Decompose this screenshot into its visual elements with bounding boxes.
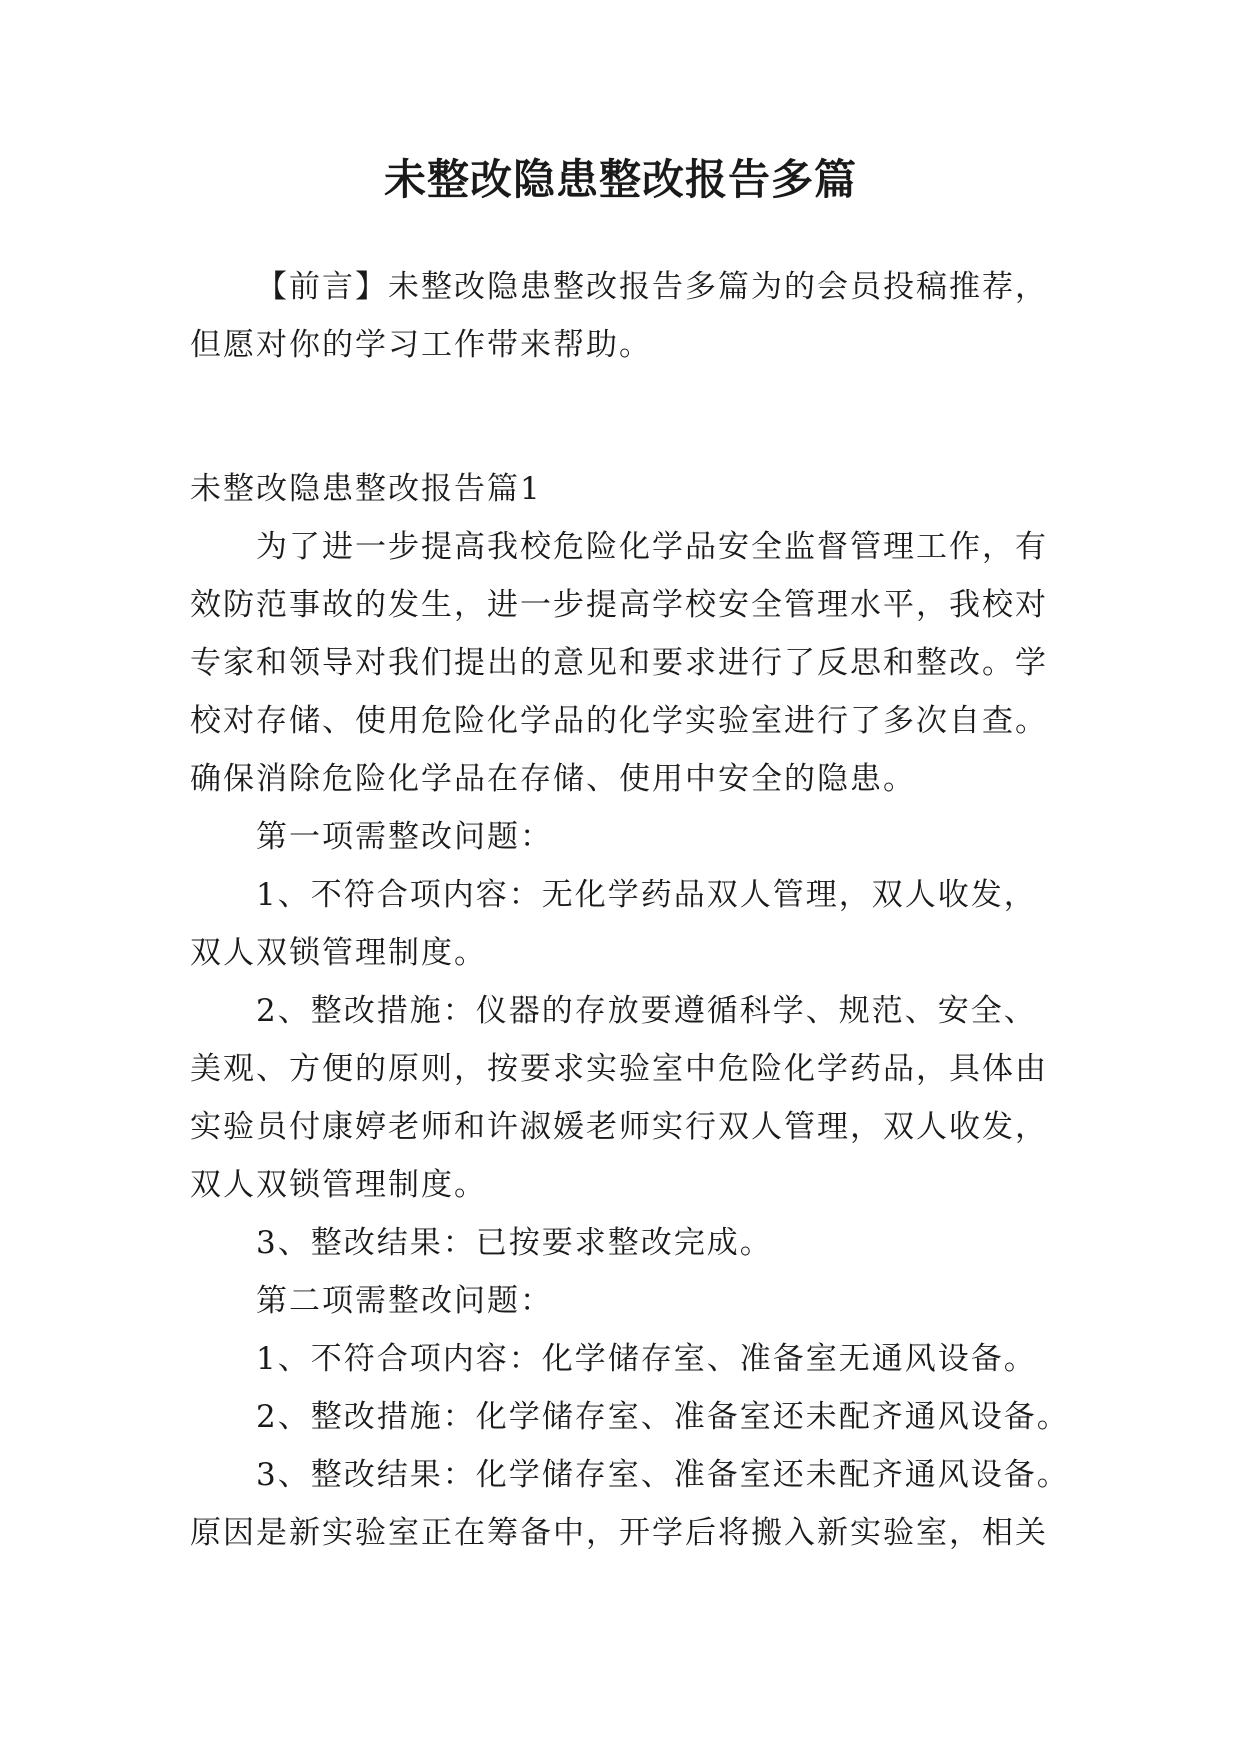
item1-result: 3、整改结果：已按要求整改完成。 <box>256 1225 773 1261</box>
item2-measure: 2、整改措施：化学储存室、准备室还未配齐通风设备。 <box>256 1399 1070 1435</box>
item1-heading: 第一项需整改问题： <box>256 819 553 855</box>
item1-measure-line: 2、整改措施：仪器的存放要遵循科学、规范、安全、 <box>256 993 1037 1029</box>
paragraph-line: 为了进一步提高我校危险化学品安全监督管理工作，有 <box>256 529 1048 565</box>
main-body <box>190 460 1070 1562</box>
paragraph-line: 效防范事故的发生，进一步提高学校安全管理水平，我校对 <box>190 587 1048 623</box>
item1-measure-line: 双人双锁管理制度。 <box>190 1167 487 1203</box>
preface-line: 【前言】未整改隐患整改报告多篇为的会员投稿推荐， <box>256 269 1048 305</box>
preface <box>190 258 1050 374</box>
item2-content: 1、不符合项内容：化学储存室、准备室无通风设备。 <box>256 1341 1037 1377</box>
section-heading: 未整改隐患整改报告篇1 <box>190 471 542 507</box>
item1-content-line: 1、不符合项内容：无化学药品双人管理，双人收发， <box>256 877 1037 913</box>
preface-line: 但愿对你的学习工作带来帮助。 <box>190 327 652 363</box>
item1-content-line: 双人双锁管理制度。 <box>190 935 487 971</box>
paragraph-line: 专家和领导对我们提出的意见和要求进行了反思和整改。学 <box>190 645 1048 681</box>
item1-measure-line: 美观、方便的原则，按要求实验室中危险化学药品，具体由 <box>190 1051 1048 1087</box>
item2-result-line: 3、整改结果：化学储存室、准备室还未配齐通风设备。 <box>256 1457 1070 1493</box>
document-title: 未整改隐患整改报告多篇 <box>383 155 857 204</box>
item1-measure-line: 实验员付康婷老师和许淑媛老师实行双人管理，双人收发， <box>190 1109 1048 1145</box>
paragraph-line: 校对存储、使用危险化学品的化学实验室进行了多次自查。 <box>190 703 1048 739</box>
item2-heading: 第二项需整改问题： <box>256 1283 553 1319</box>
paragraph-line: 确保消除危险化学品在存储、使用中安全的隐患。 <box>190 761 916 797</box>
item2-result-line: 原因是新实验室正在筹备中，开学后将搬入新实验室，相关 <box>190 1515 1048 1551</box>
